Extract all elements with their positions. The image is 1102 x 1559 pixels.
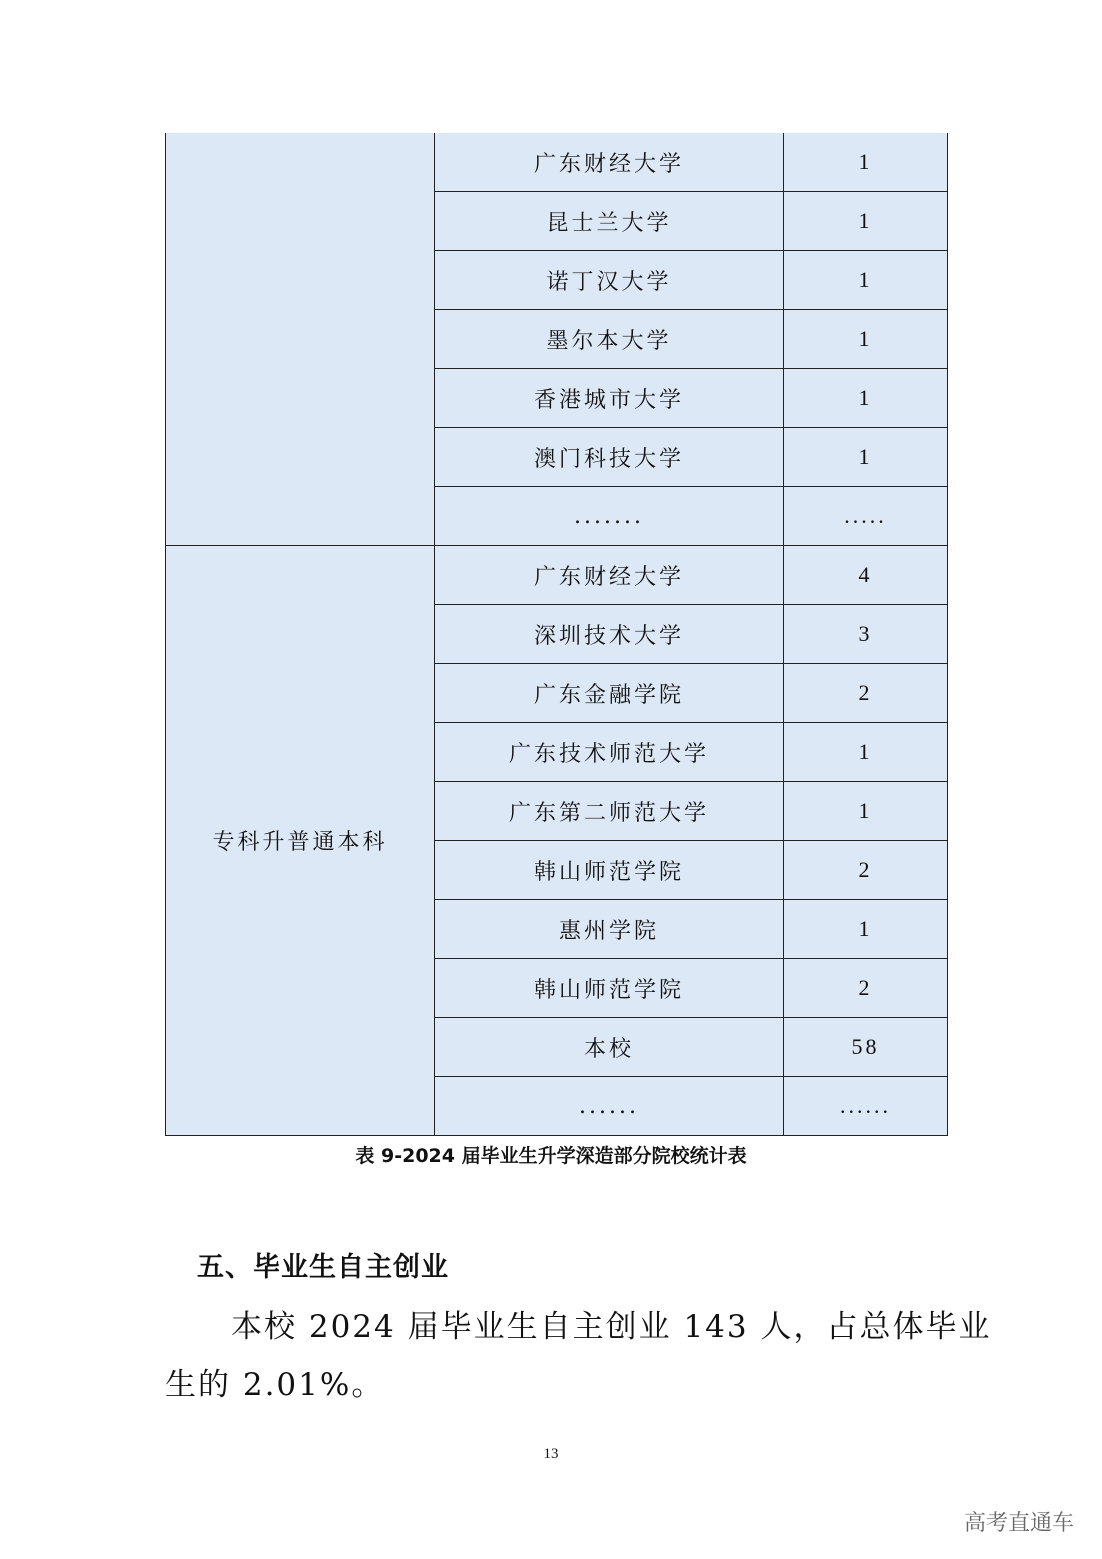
school-cell: 广东财经大学 bbox=[435, 546, 784, 605]
school-cell: 韩山师范学院 bbox=[435, 959, 784, 1018]
school-cell: 广东财经大学 bbox=[435, 133, 784, 192]
paragraph-line-2: 生的 2.01%。 bbox=[165, 1367, 385, 1403]
school-cell: 澳门科技大学 bbox=[435, 428, 784, 487]
page-number: 13 bbox=[543, 1446, 559, 1462]
school-cell: 香港城市大学 bbox=[435, 369, 784, 428]
count-cell: ...... bbox=[784, 1077, 948, 1136]
school-cell: 韩山师范学院 bbox=[435, 841, 784, 900]
school-cell: ...... bbox=[435, 1077, 784, 1136]
school-cell: 本校 bbox=[435, 1018, 784, 1077]
count-cell: 1 bbox=[784, 900, 948, 959]
count-cell: 1 bbox=[784, 723, 948, 782]
group-label-cell: 专科升普通本科 bbox=[166, 546, 435, 1136]
table-caption: 表 9-2024 届毕业生升学深造部分院校统计表 bbox=[355, 1145, 747, 1167]
school-cell: 广东技术师范大学 bbox=[435, 723, 784, 782]
count-cell: 1 bbox=[784, 133, 948, 192]
count-cell: 1 bbox=[784, 782, 948, 841]
count-cell: 1 bbox=[784, 428, 948, 487]
count-cell: 2 bbox=[784, 841, 948, 900]
school-cell: 深圳技术大学 bbox=[435, 605, 784, 664]
count-cell: 1 bbox=[784, 192, 948, 251]
statistics-table-container bbox=[165, 133, 947, 1136]
school-cell: 诺丁汉大学 bbox=[435, 251, 784, 310]
count-cell: 2 bbox=[784, 664, 948, 723]
watermark: 高考直通车 bbox=[963, 1511, 1074, 1536]
table-row bbox=[166, 546, 948, 605]
school-cell: 广东金融学院 bbox=[435, 664, 784, 723]
paragraph-line-1: 本校 2024 届毕业生自主创业 143 人，占总体毕业 bbox=[231, 1309, 992, 1345]
count-cell: 2 bbox=[784, 959, 948, 1018]
school-cell: 墨尔本大学 bbox=[435, 310, 784, 369]
statistics-table bbox=[165, 133, 948, 1136]
section-heading: 五、毕业生自主创业 bbox=[197, 1252, 449, 1283]
count-cell: 1 bbox=[784, 310, 948, 369]
table-row bbox=[166, 133, 948, 192]
school-cell: 惠州学院 bbox=[435, 900, 784, 959]
school-cell: 昆士兰大学 bbox=[435, 192, 784, 251]
count-cell: 1 bbox=[784, 369, 948, 428]
count-cell: 3 bbox=[784, 605, 948, 664]
count-cell: 58 bbox=[784, 1018, 948, 1077]
count-cell: 1 bbox=[784, 251, 948, 310]
school-cell: ....... bbox=[435, 487, 784, 546]
group-label-cell bbox=[166, 133, 435, 546]
body-paragraph bbox=[165, 1298, 992, 1414]
count-cell: ..... bbox=[784, 487, 948, 546]
count-cell: 4 bbox=[784, 546, 948, 605]
school-cell: 广东第二师范大学 bbox=[435, 782, 784, 841]
